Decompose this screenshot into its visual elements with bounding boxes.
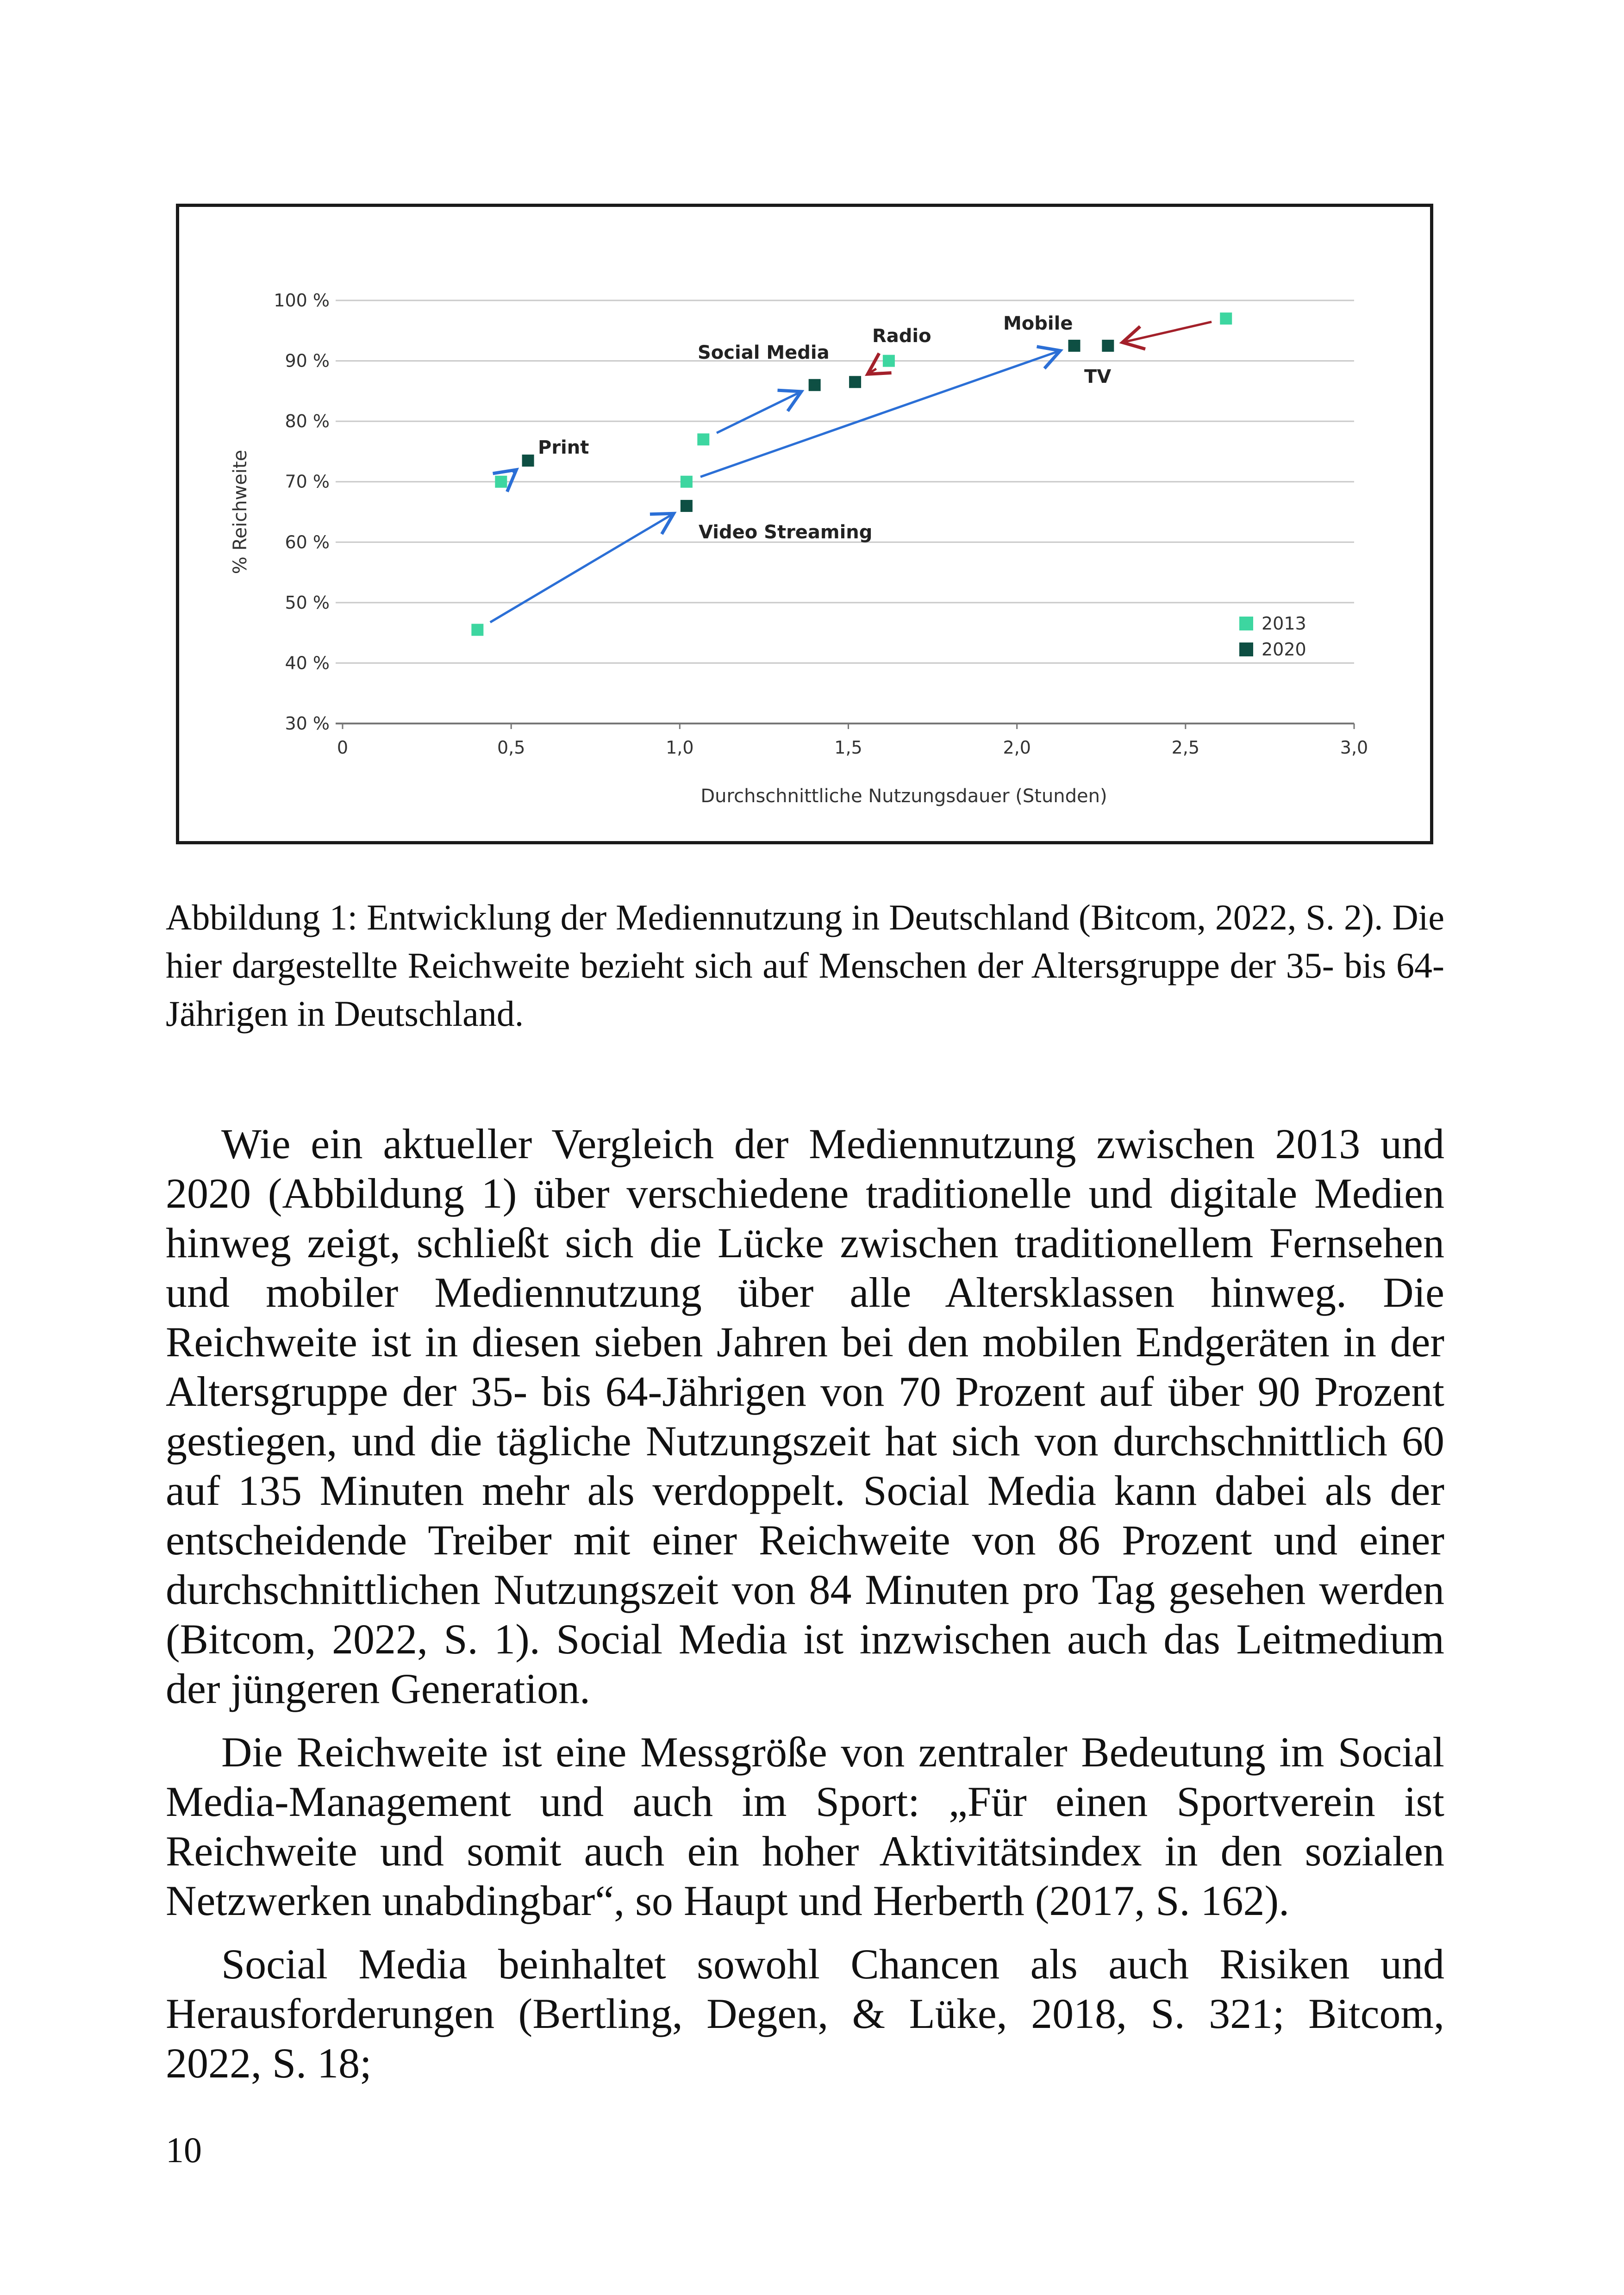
x-tick-label: 1,5 <box>834 737 862 758</box>
point-2020-social-media <box>809 379 821 391</box>
y-tick-label: 70 % <box>285 471 330 492</box>
media-usage-chart <box>179 207 1430 841</box>
x-tick-label: 2,5 <box>1171 737 1200 758</box>
y-tick-label: 90 % <box>285 350 330 371</box>
paragraph: Social Media beinhaltet sowohl Chancen als auch Risiken und Herausforderungen (Bertling, Degen, & Lüke, 2018, S. 321; Bitcom, 2022, S. 18; <box>166 1940 1444 2087</box>
x-tick-label: 3,0 <box>1340 737 1368 758</box>
legend-label-2013: 2013 <box>1262 613 1306 634</box>
category-label-mobile: Mobile <box>1003 313 1073 334</box>
point-2020-mobile <box>1068 340 1080 352</box>
y-tick-label: 50 % <box>285 592 330 613</box>
point-2013-radio <box>883 355 895 367</box>
y-tick-label: 30 % <box>285 713 330 734</box>
figure-box <box>176 204 1433 844</box>
arrow-video-streaming <box>490 513 674 622</box>
point-2020-video-streaming <box>681 500 693 512</box>
x-axis-title: Durchschnittliche Nutzungsdauer (Stunden) <box>700 786 1107 807</box>
point-2013-print <box>495 476 507 488</box>
paragraph: Die Reichweite ist eine Messgröße von zentraler Bedeutung im Social Media-Management und auch im Sport: „Für einen Sportverein ist Reichweite und somit auch ein hoher Aktivitätsindex in den sozialen Netzwerken unabdingbar“, so Haupt und Herberth (2017, S. 162). <box>166 1728 1444 1924</box>
category-label-radio: Radio <box>872 325 931 347</box>
y-axis-title: % Reichweite <box>230 449 251 574</box>
x-tick-label: 0 <box>337 737 349 758</box>
category-label-print: Print <box>538 437 589 458</box>
arrow-tv <box>1122 322 1212 342</box>
legend-swatch-2013 <box>1239 617 1253 630</box>
point-2020-print <box>522 455 534 467</box>
arrow-radio <box>868 369 876 374</box>
y-tick-label: 60 % <box>285 532 330 553</box>
category-label-tv: TV <box>1084 366 1112 387</box>
category-label-social-media: Social Media <box>698 342 830 363</box>
legend-swatch-2020 <box>1239 642 1253 656</box>
x-tick-label: 1,0 <box>666 737 694 758</box>
y-tick-label: 100 % <box>274 290 330 311</box>
page-number: 10 <box>166 2130 202 2170</box>
category-label-video-streaming: Video Streaming <box>699 522 873 543</box>
point-2013-video-streaming <box>471 624 483 636</box>
body-text <box>166 1119 1444 2102</box>
point-2013-social-media <box>697 433 709 445</box>
point-2020-radio <box>849 376 861 388</box>
legend-label-2020: 2020 <box>1262 639 1306 660</box>
x-tick-label: 2,0 <box>1003 737 1031 758</box>
arrow-print <box>512 470 516 473</box>
figure-caption: Abbildung 1: Entwicklung der Mediennutzung in Deutschland (Bitcom, 2022, S. 2). Die hier dargestellte Reichweite bezieht sich auf Menschen der Altersgruppe der 35- bis 64-Jährigen in Deutschland. <box>166 897 1444 1034</box>
paragraph: Wie ein aktueller Vergleich der Mediennutzung zwischen 2013 und 2020 (Abbildung 1) über verschiedene traditionelle und digitale Medien hinweg zeigt, schließt sich die Lücke zwischen traditionellem Fernsehen und mobiler Mediennutzung über alle Altersklassen hinweg. Die Reichweite ist in diesen sieben Jahren bei den mobilen Endgeräten in der Altersgruppe der 35- bis 64-Jährigen von 70 Prozent auf über 90 Prozent gestiegen, und die tägliche Nutzungszeit hat sich von durchschnittlich 60 auf 135 Minuten mehr als verdoppelt. Social Media kann dabei als der entscheidende Treiber mit einer Reichweite von 86 Prozent und einer durchschnittlichen Nutzungszeit von 84 Minuten pro Tag gesehen werden (Bitcom, 2022, S. 1). Social Media ist inzwischen auch das Leitmedium der jüngeren Generation. <box>166 1120 1444 1712</box>
point-2013-mobile <box>681 476 693 488</box>
y-tick-label: 80 % <box>285 411 330 432</box>
x-tick-label: 0,5 <box>497 737 525 758</box>
point-2020-tv <box>1102 340 1114 352</box>
point-2013-tv <box>1220 312 1232 324</box>
y-tick-label: 40 % <box>285 653 330 674</box>
arrow-social-media <box>717 392 801 433</box>
